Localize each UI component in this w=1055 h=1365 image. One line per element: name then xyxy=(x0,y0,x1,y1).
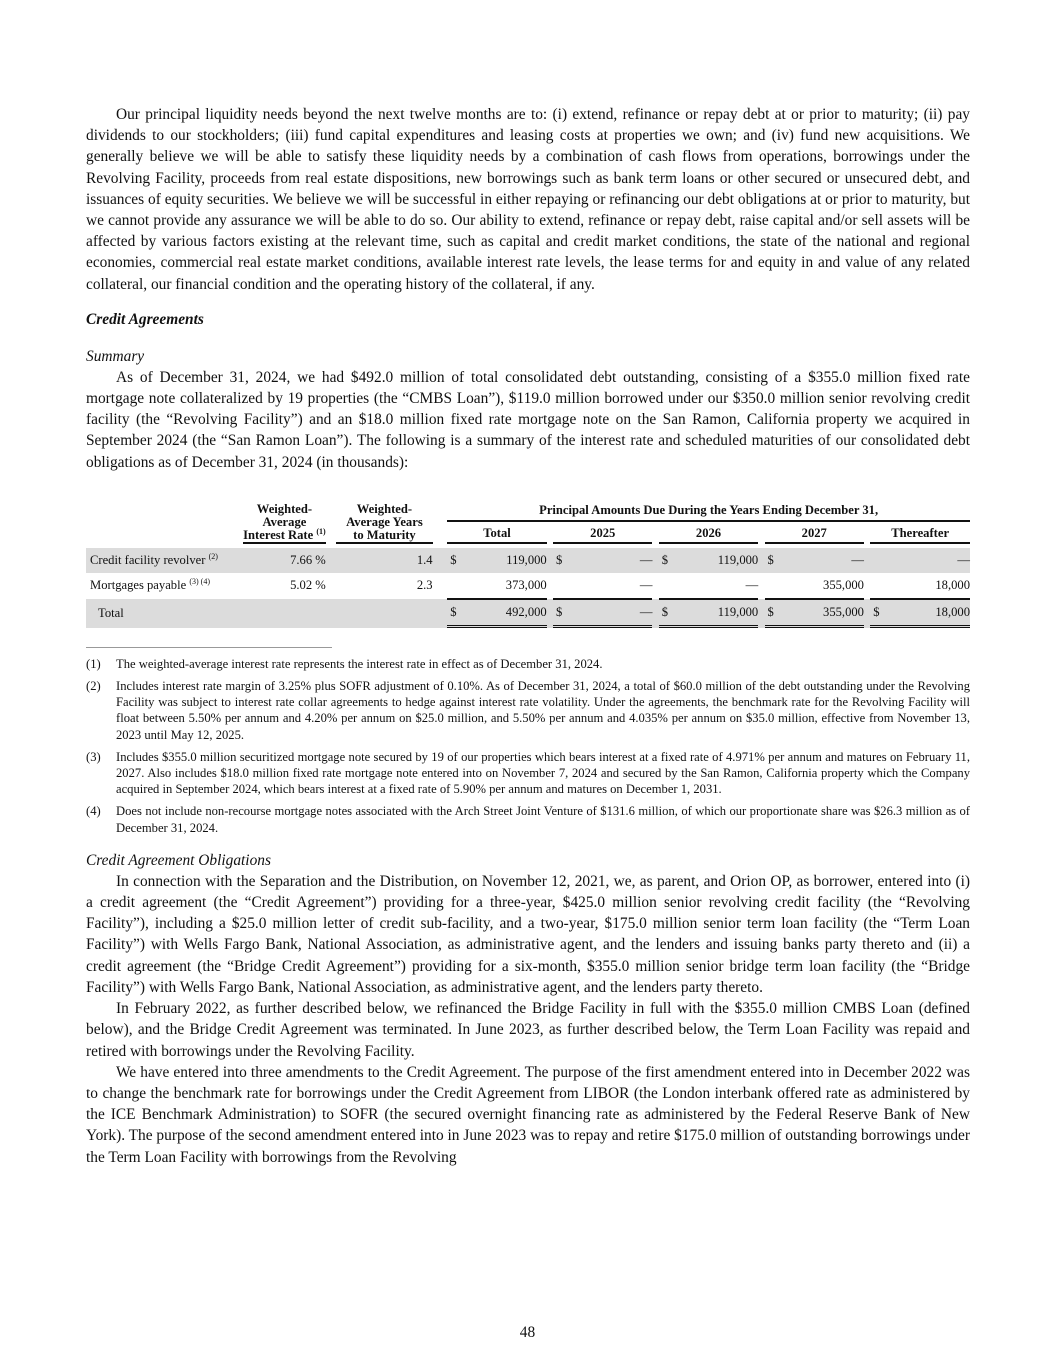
row-2026: 119,000 xyxy=(676,548,759,573)
row-rate: 7.66 % xyxy=(243,548,326,573)
row-2025: — xyxy=(570,599,653,628)
row-label: Total xyxy=(86,599,243,628)
row-2027: 355,000 xyxy=(781,599,864,628)
row-years: 2.3 xyxy=(416,578,433,593)
row-rate: 5.02 % xyxy=(290,578,326,593)
section-heading-credit-agreements: Credit Agreements xyxy=(86,310,204,328)
summary-paragraph: As of December 31, 2024, we had $492.0 million of total consolidated debt outstanding, consisting of a $355.0 million fixed rate mortgage note collateralized by 19 properties (the “CMBS Loan”), $119.0 million borrowed under our $350.0 million senior revolving credit facility (the “Revolving Facility”) and an $18.0 million fixed rate mortgage note on the San Ramon, California property we acquired in September 2024 (the “San Ramon Loan”). The following is a summary of the interest rate and scheduled maturities of our consolidated debt obligations as of December 31, 2024 (in thousands): xyxy=(86,368,970,471)
obligations-paragraph-1: In connection with the Separation and the Distribution, on November 12, 2021, we, as parent, and Orion OP, as borrower, entered into (i) a credit agreement (the “Credit Agreement”) providing for a three-year, $425.0 million senior revolving credit facility (the “Revolving Facility”), including a $25.0 million letter of credit sub-facility, and a two-year, $175.0 million senior term loan facility (the “Term Loan Facility”) with Wells Fargo Bank, National Association, as administrative agent, and the lenders and issuing banks party thereto and (ii) a credit agreement (the “Bridge Credit Agreement”) providing for a six-month, $355.0 million senior bridge term loan facility (the “Bridge Facility”) with Wells Fargo Bank, National Association, as administrative agent, and the lenders party thereto. xyxy=(86,872,970,996)
obligations-paragraph-2: In February 2022, as further described below, we refinanced the Bridge Facility in full with the $355.0 million CMBS Loan (defined below), and the Bridge Credit Agreement was terminated. In June 2023, as further described below, the Term Loan Facility was repaid and retired with borrowings under the Revolving Facility. xyxy=(86,1000,970,1060)
footnote-4: (4) Does not include non-recourse mortgage notes associated with the Arch Street Joint Venture of $131.6 million, of which our proportionate share was $26.3 million as of December 31, 2024. xyxy=(86,804,970,835)
footnote-2: (2) Includes interest rate margin of 3.25% plus SOFR adjustment of 0.10%. As of December 31, 2024, a total of $60.0 million of the debt outstanding under the Revolving Facility was subject to interest rate collar agreements to hedge against interest rate volatility. Under the agreements, the benchmark rate for the Revolving Facility will float between 5.50% per annum and 4.20% per annum on $25.0 million, and 5.50% per annum and 4.035% per annum on $35.0 million, effective from November 13, 2023 until May 12, 2025. xyxy=(86,679,970,742)
row-2027: 355,000 xyxy=(781,573,864,599)
header-2026: 2026 xyxy=(659,522,758,544)
header-2027: 2027 xyxy=(765,522,864,544)
row-thereafter: — xyxy=(887,548,970,573)
row-2026: 119,000 xyxy=(676,599,759,628)
obligations-paragraph-3: We have entered into three amendments to the Credit Agreement. The purpose of the first amendment entered into in December 2022 was to change the benchmark rate for borrowings under the Credit Agreement from LIBOR (the London interbank offered rate as administered by the ICE Benchmark Administration) to SOFR (the secured overnight financing rate as administered by the Federal Reserve Bank of New York). The purpose of the second amendment entered into in June 2023 was to repay and retire $175.0 million of outstanding borrowings under the Term Loan Facility with borrowings from the Revolving xyxy=(86,1063,970,1166)
row-2026: — xyxy=(676,573,759,599)
header-principal-group: Principal Amounts Due During the Years Ending December 31, xyxy=(447,503,970,522)
subheading-credit-agreement-obligations: Credit Agreement Obligations xyxy=(86,851,271,869)
row-total: 492,000 xyxy=(464,599,547,628)
row-years: 1.4 xyxy=(336,548,432,573)
row-2027: — xyxy=(781,548,864,573)
row-thereafter: 18,000 xyxy=(887,573,970,599)
row-2025: — xyxy=(570,548,653,573)
row-total: 119,000 xyxy=(464,548,547,573)
footnote-1: (1) The weighted-average interest rate represents the interest rate in effect as of December 31, 2024. xyxy=(86,656,603,671)
subheading-summary: Summary xyxy=(86,347,145,365)
footnote-3: (3) Includes $355.0 million securitized mortgage note secured by 19 of our properties which bears interest at a fixed rate of 4.971% per annum and matures on February 11, 2027. Also includes $18.0 million fixed rate mortgage note entered into on November 7, 2024 and secured by the San Ramon, California property which the Company acquired in September 2024, which bears interest at a fixed rate of 5.90% per annum and matures on December 1, 2031. xyxy=(86,749,970,797)
page-number: 48 xyxy=(519,1324,536,1341)
row-total: 373,000 xyxy=(464,573,547,599)
liquidity-paragraph: Our principal liquidity needs beyond the next twelve months are to: (i) extend, refinance or repay debt at or prior to maturity; (ii) pay dividends to our stockholders; (iii) fund capital expenditures and leasing costs at properties we own; and (iv) fund new acquisitions. We generally believe we will be able to satisfy these liquidity needs by a combination of cash flows from operations, borrowings under the Revolving Facility, proceeds from real estate dispositions, new borrowings such as bank term loans or other secured or unsecured debt, and issuances of equity securities. We believe we will be successful in either repaying or refinancing our debt obligations at or prior to maturity, but we cannot provide any assurance we will be able to do so. Our ability to extend, refinance or repay debt, raise capital and/or sell assets will be affected by various factors existing at the relevant time, such as capital and credit market conditions, the state of the national and regional economies, commercial real estate market conditions, available interest rate levels, the lease terms for and equity in and value of any related collateral, our financial condition and the operating history of the collateral, if any. xyxy=(86,106,970,293)
row-label: Credit facility revolver $^{(2)}$ xyxy=(86,548,243,573)
header-2025: 2025 xyxy=(553,522,652,544)
debt-maturity-table xyxy=(86,503,970,628)
document-page xyxy=(86,104,970,1168)
table-row-mortgages-payable xyxy=(86,573,970,599)
header-interest-rate: Weighted- Average Interest Rate $^{(1)}$ xyxy=(243,501,326,542)
row-label: Mortgages payable $^{(3) (4)}$ xyxy=(90,577,210,593)
table-row-credit-facility-revolver: Credit facility revolver $^{(2)}$ 7.66 % 1.4 $ 119,000 $ — $ 119,000 $ — — xyxy=(86,548,970,573)
header-thereafter: Thereafter xyxy=(870,522,970,544)
row-thereafter: 18,000 xyxy=(887,599,970,628)
header-years-to-maturity: Weighted- Average Years to Maturity xyxy=(336,503,432,544)
footnote-divider xyxy=(86,647,332,648)
table-row-total: Total $ 492,000 $ — $ 119,000 $ 355,000 $ 18,000 xyxy=(86,599,970,628)
header-total: Total xyxy=(447,522,546,544)
row-2025: — xyxy=(570,573,653,599)
